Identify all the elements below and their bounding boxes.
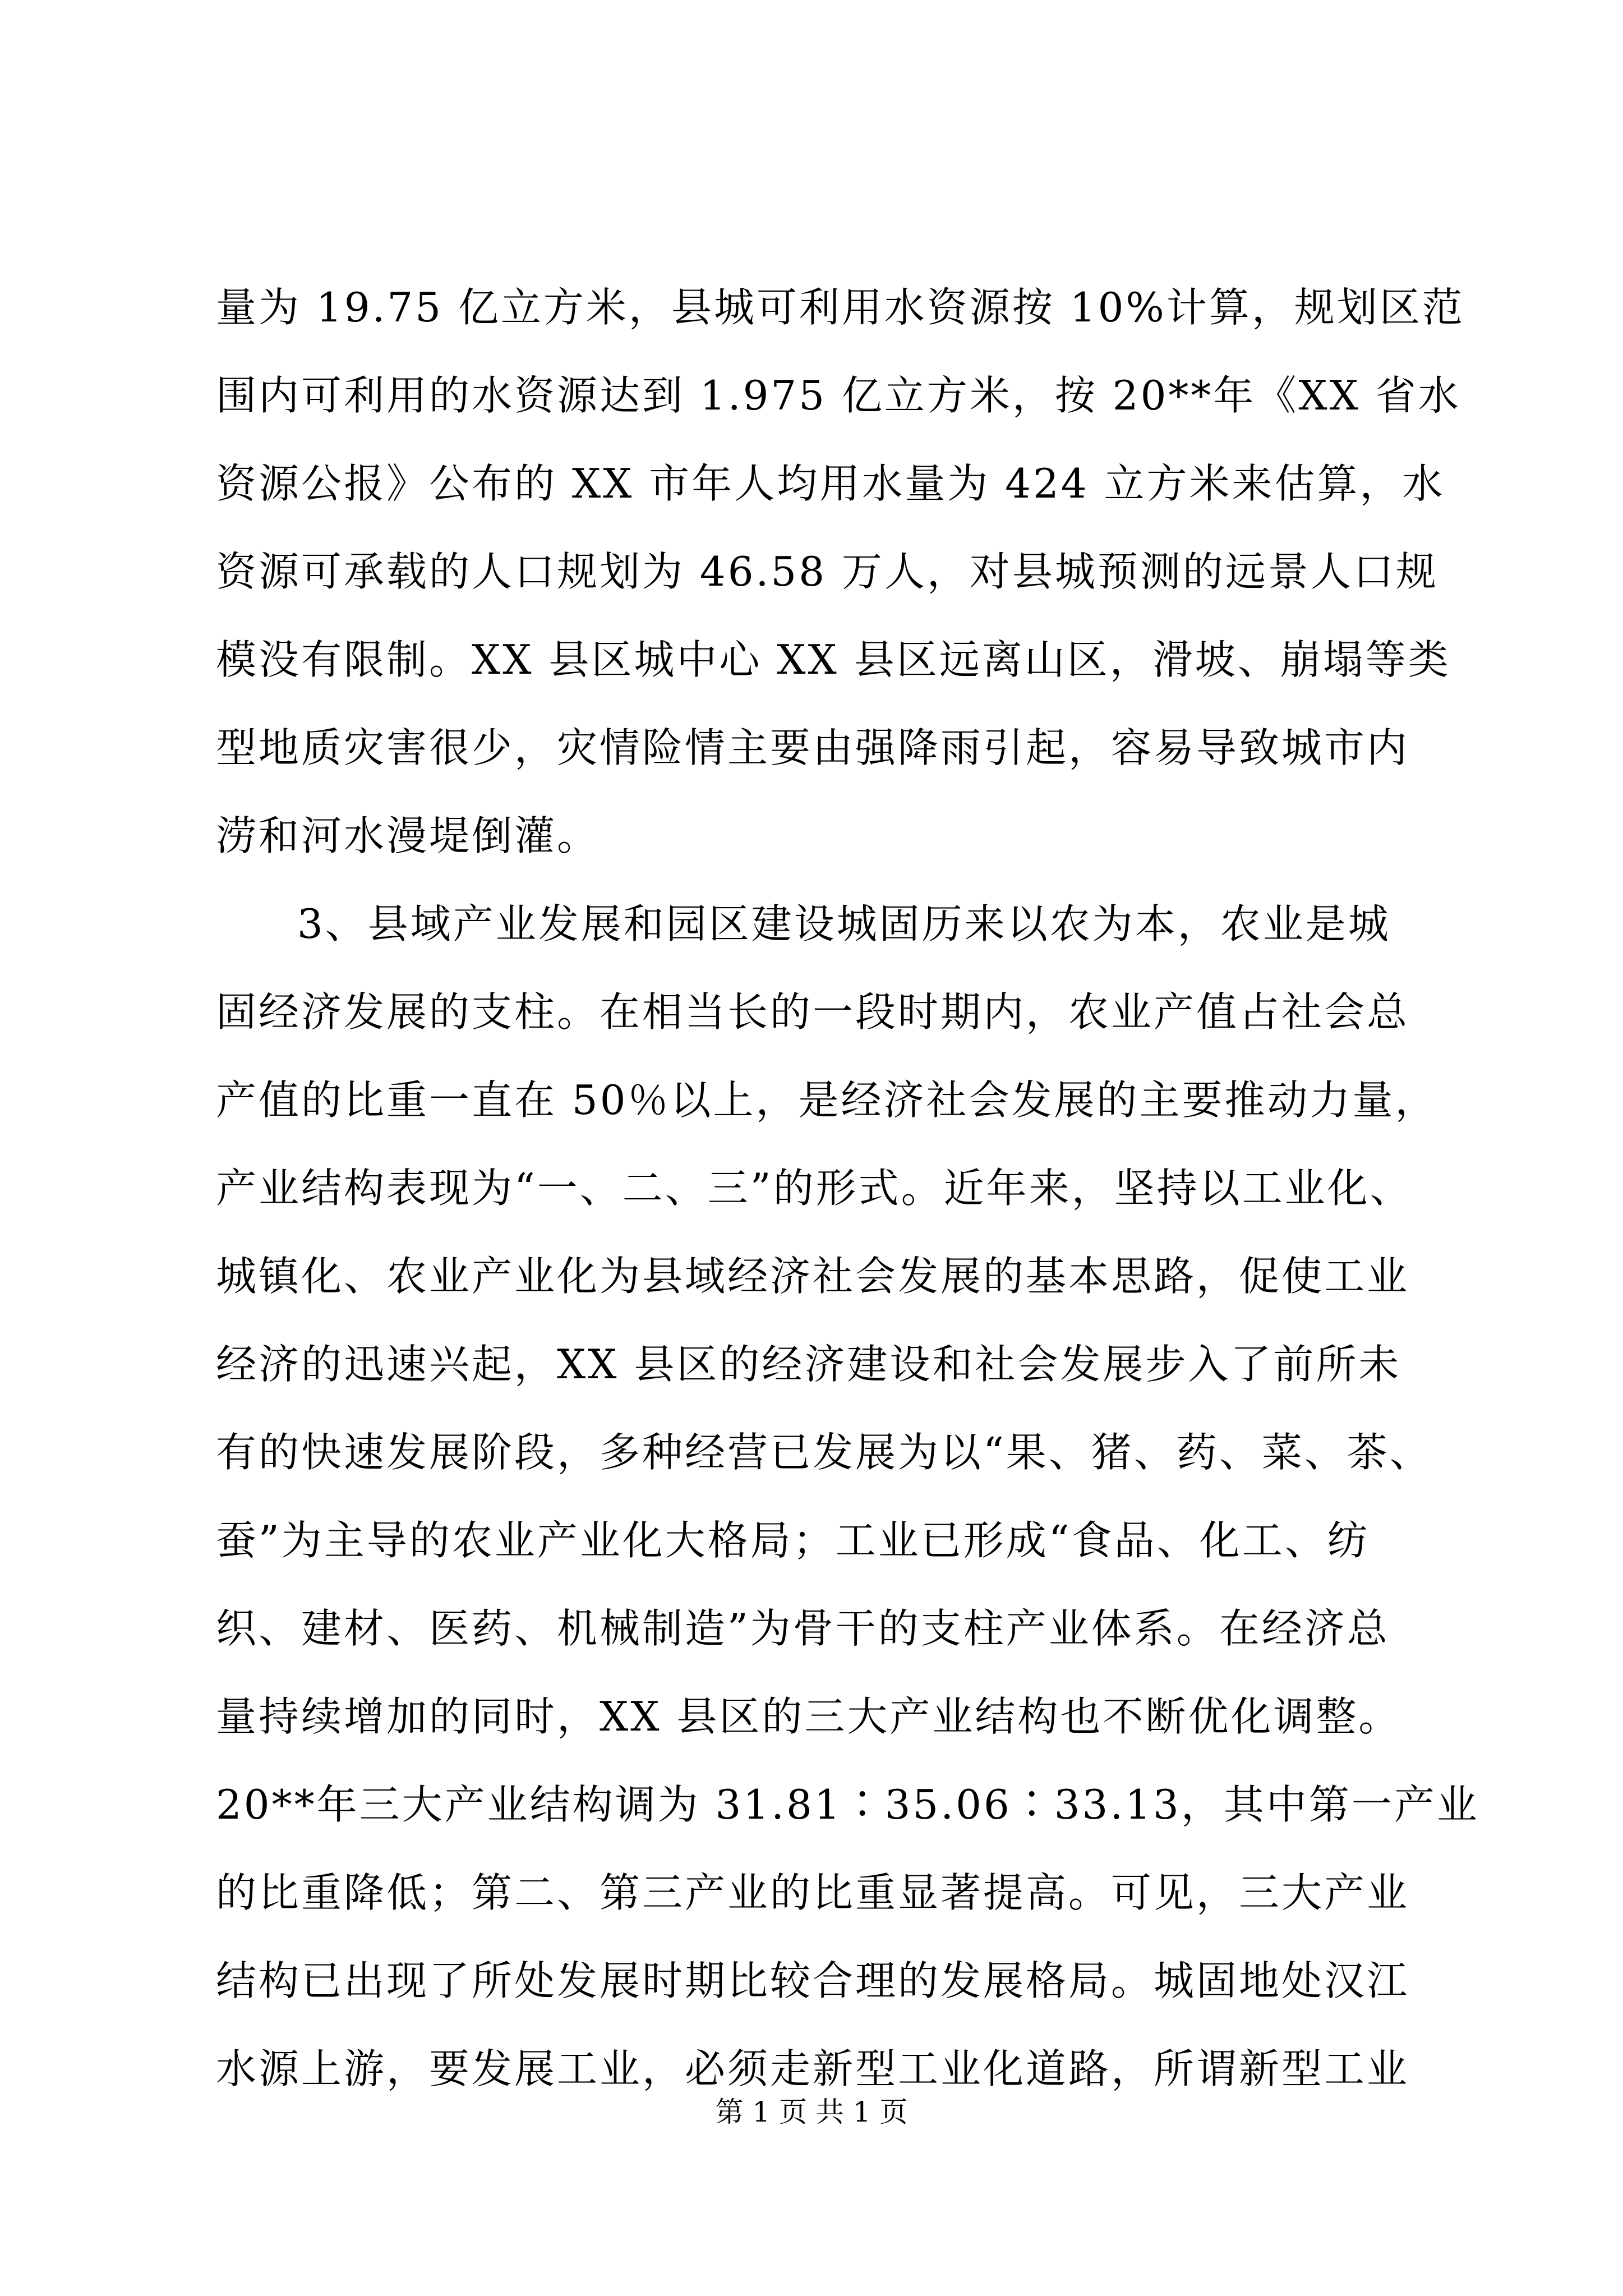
text-line: 城镇化、农业产业化为县域经济社会发展的基本思路，促使工业 xyxy=(216,1253,1410,1300)
text-line: 资源公报》公布的 XX 市年人均用水量为 424 立方米来估算，水 xyxy=(216,460,1445,507)
text-line: 围内可利用的水资源达到 1.975 亿立方米，按 20**年《XX 省水 xyxy=(216,372,1461,419)
text-line: 经济的迅速兴起，XX 县区的经济建设和社会发展步入了前所未 xyxy=(216,1341,1401,1388)
text-line: 量持续增加的同时，XX 县区的三大产业结构也不断优化调整。 xyxy=(216,1693,1401,1740)
page-footer xyxy=(0,2095,1623,2129)
text-line: 涝和河水漫堤倒灌。 xyxy=(216,812,600,859)
text-line: 产业结构表现为“一、二、三”的形式。近年来，坚持以工业化、 xyxy=(216,1165,1413,1212)
text-line: 模没有限制。XX 县区城中心 XX 县区远离山区，滑坡、崩塌等类 xyxy=(216,636,1451,683)
page-number: 第 1 页 共 1 页 xyxy=(715,2096,908,2128)
text-line: 的比重降低；第二、第三产业的比重显著提高。可见，三大产业 xyxy=(216,1869,1410,1916)
text-line: 蚕”为主导的农业产业化大格局；工业已形成“食品、化工、纺 xyxy=(216,1517,1370,1564)
text-line: 资源可承载的人口规划为 46.58 万人，对县城预测的远景人口规 xyxy=(216,548,1438,595)
text-line: 型地质灾害很少，灾情险情主要由强降雨引起，容易导致城市内 xyxy=(216,724,1410,771)
text-line: 20**年三大产业结构调为 31.81∶35.06∶33.13，其中第一产业 xyxy=(216,1781,1479,1828)
paragraph-start-line: 3、县域产业发展和园区建设城固历来以农为本，农业是城 xyxy=(297,900,1391,947)
text-line: 水源上游，要发展工业，必须走新型工业化道路，所谓新型工业 xyxy=(216,2045,1410,2092)
text-line: 量为 19.75 亿立方米，县城可利用水资源按 10%计算，规划区范 xyxy=(216,284,1465,331)
text-line: 固经济发展的支柱。在相当长的一段时期内，农业产值占社会总 xyxy=(216,988,1410,1036)
text-line: 织、建材、医药、机械制造”为骨干的支柱产业体系。在经济总 xyxy=(216,1605,1390,1652)
text-line: 结构已出现了所处发展时期比较合理的发展格局。城固地处汉江 xyxy=(216,1957,1410,2004)
body-text xyxy=(216,264,1479,2113)
text-line: 产值的比重一直在 50％以上，是经济社会发展的主要推动力量， xyxy=(216,1076,1438,1124)
text-line: 有的快速发展阶段，多种经营已发展为以“果、猪、药、菜、茶、 xyxy=(216,1429,1432,1476)
